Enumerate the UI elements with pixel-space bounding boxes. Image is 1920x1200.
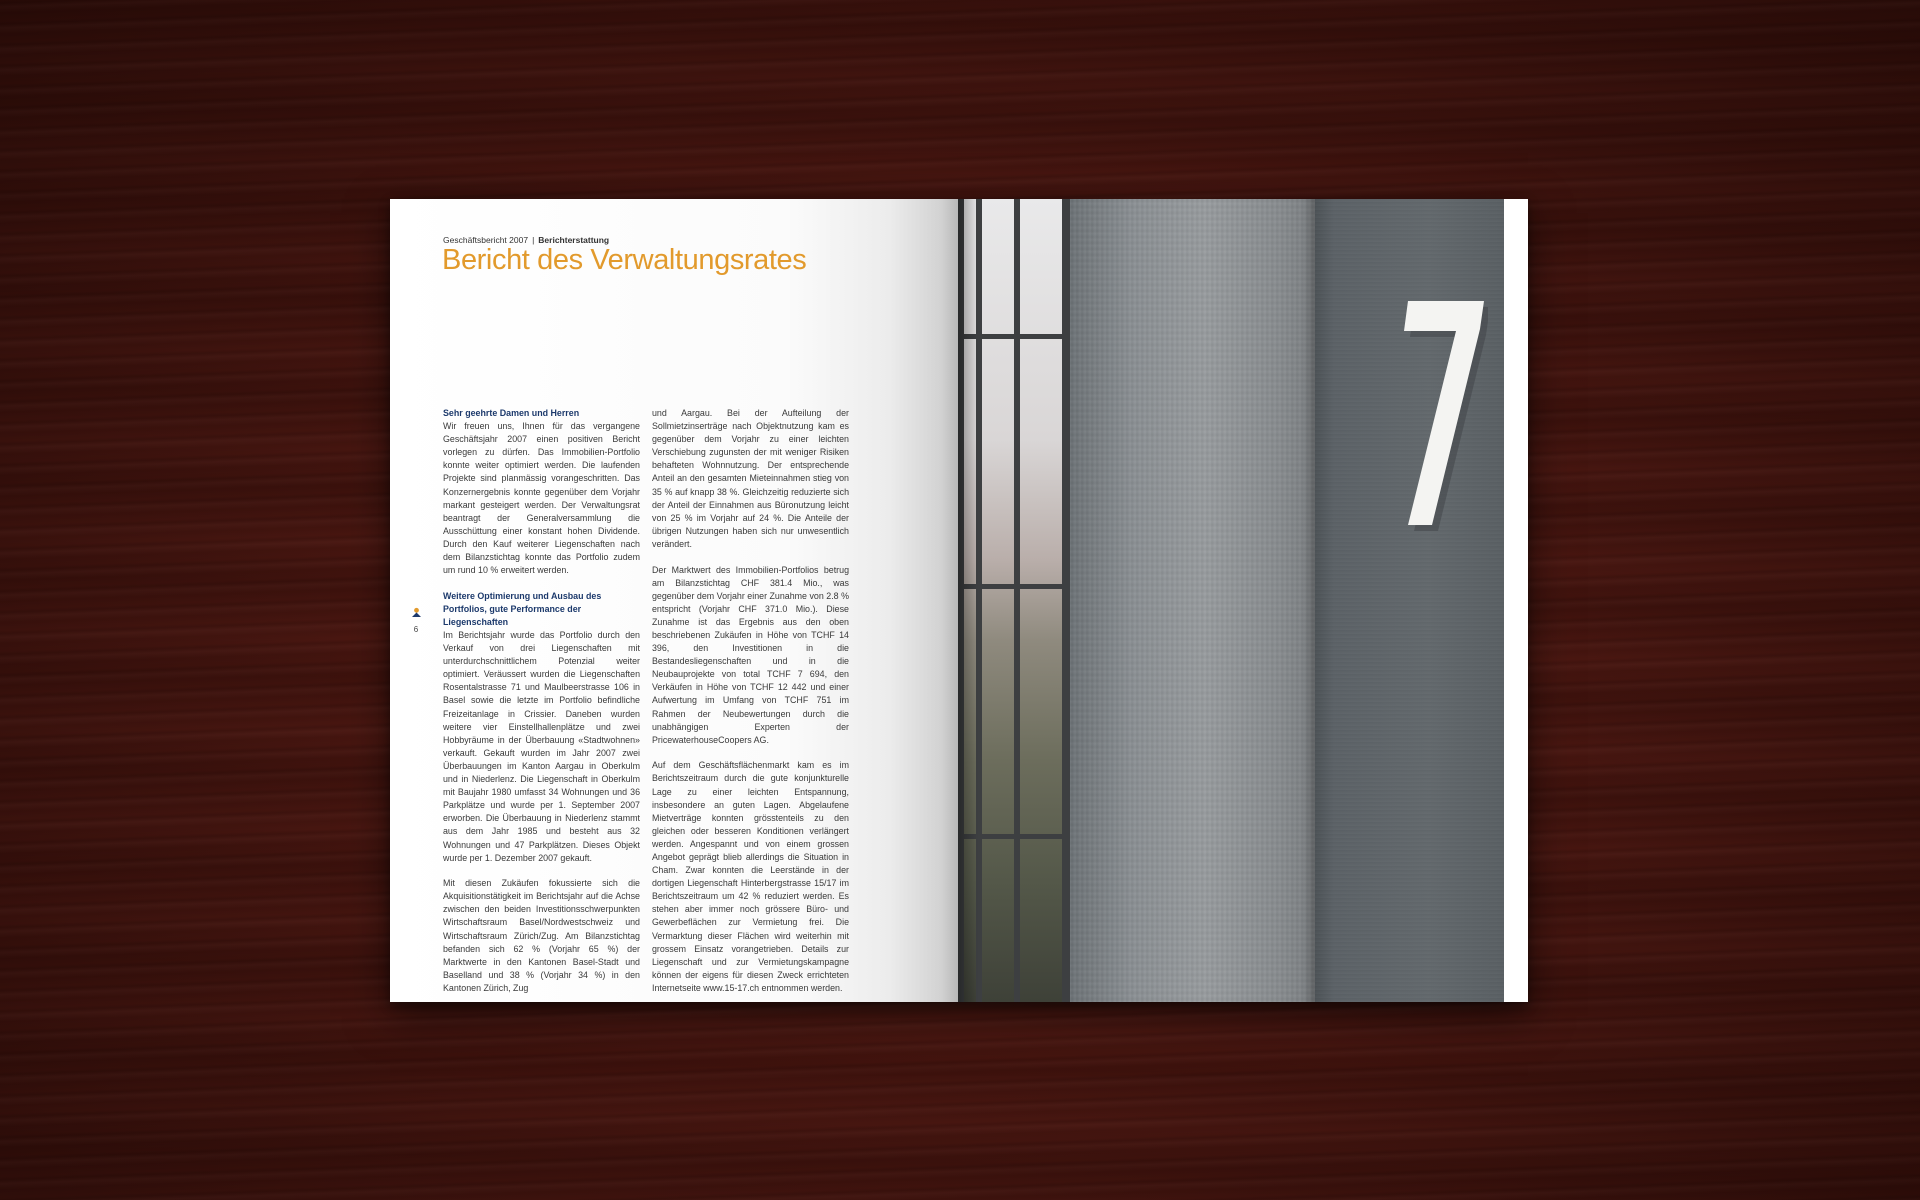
paragraph: und Aargau. Bei der Aufteilung der Sollmietzinserträge nach Objektnutzung kam es gegenüber dem Vorjahr zu einer leichten Verschiebung zugunsten der mit weniger Risiken behafteten Wohnnutzung. Der entsprechende Anteil an den gesamten Mieteinnahmen stieg von 35 % auf knapp 38 %. Gleichzeitig reduzierte sich der Anteil der Einnahmen aus Büronutzung leicht von 25 % im Vorjahr auf 24 %. Die Anteile der übrigen Nutzungen haben sich nur unwesentlich verändert. <box>652 408 849 549</box>
house-number-seven <box>1398 289 1488 534</box>
page-marker <box>409 605 423 634</box>
page-number: 6 <box>413 625 419 634</box>
text-column-2 <box>652 407 849 1002</box>
section-heading: Weitere Optimierung und Ausbau des Portfolios, gute Performance der Liegenschaften <box>443 590 602 627</box>
text-column-1 <box>443 407 640 1002</box>
concrete-column <box>1070 199 1315 1002</box>
salutation-heading: Sehr geehrte Damen und Herren <box>443 408 580 418</box>
paragraph: Der Marktwert des Immobilien-Portfolios betrug am Bilanzstichtag CHF 381.4 Mio., was gegenüber dem Vorjahr einer Zunahme von 2.8 % entspricht (Vorjahr CHF 371.0 Mio.). Diese Zunahme ist das Ergebnis aus den oben beschriebenen Zukäufen in Höhe von TCHF 14 396, den Investitionen in die Bestandesliegenschaften und in die Neubauprojekte von total TCHF 7 694, den Verkäufen in Höhe von TCHF 12 442 und einer Aufwertung im Umfang von TCHF 751 im Rahmen der Neubewertungen durch die unabhängigen Experten der PricewaterhouseCoopers AG. <box>652 564 849 745</box>
page-title: Bericht des Verwaltungsrates <box>442 244 807 276</box>
left-page <box>390 199 958 1002</box>
right-page <box>958 199 1528 1002</box>
paragraph: Mit diesen Zukäufen fokussierte sich die Akquisitionstätigkeit im Berichtsjahr auf die Achse zwischen den beiden Investitionsschwerpunkten Wirtschaftsraum Basel/Nordwestschweiz und Wirtschaftsraum Zürich/Zug. Am Bilanzstichtag befanden sich 62 % (Vorjahr 65 %) der Marktwerte in den Kantonen Basel-Stadt und Baselland und 38 % (Vorjahr 34 %) in den Kantonen Zürich, Zug <box>443 878 640 993</box>
building-photo <box>958 199 1504 1002</box>
window-facade <box>958 199 1070 1002</box>
report-name: Geschäftsbericht 2007 <box>443 235 529 245</box>
paragraph: Wir freuen uns, Ihnen für das vergangene Geschäftsjahr 2007 einen positiven Bericht vorlegen zu dürfen. Das Immobilien-Portfolio konnte weiter optimiert werden. Die laufenden Projekte sind planmässig vorangeschritten. Das Konzernergebnis konnte gegenüber dem Vorjahr markant gesteigert werden. Der Verwaltungsrat beantragt der Generalversammlung die Ausschüttung einer konstant hohen Dividende. Durch den Kauf weiterer Liegenschaften nach dem Bilanzstichtag konnte das Portfolio zudem um rund 10 % erweitert werden. <box>443 421 640 576</box>
header-separator: | <box>532 235 535 245</box>
paragraph: Im Berichtsjahr wurde das Portfolio durch den Verkauf von drei Liegenschaften mit unterdurchschnittlichem Potenzial weiter optimiert. Veräussert wurden die Liegenschaften Rosentalstrasse 71 und Maulbeerstrasse 106 in Basel sowie die letzte im Portfolio befindliche Freizeitanlage in Crissier. Daneben wurden weitere vier Einstellhallenplätze und zwei Hobbyräume in der Überbauung «Stadtwohnen» verkauft. Gekauft wurden im Jahr 2007 zwei Überbauungen im Kanton Aargau in Oberkulm und in Niederlenz. Die Liegenschaft in Oberkulm mit Baujahr 1980 umfasst 34 Wohnungen und 36 Parkplätze und wurde per 1. September 2007 erworben. Die Überbauung in Niederlenz stammt aus dem Jahr 1985 und besteht aus 32 Wohnungen und 47 Parkplätzen. Dieses Objekt wurde per 1. Dezember 2007 gekauft. <box>443 630 640 863</box>
logo-mark-icon <box>411 607 422 618</box>
section-name: Berichterstattung <box>538 235 610 245</box>
paragraph: Auf dem Geschäftsflächenmarkt kam es im Berichtszeitraum durch die gute konjunkturelle Lage zu einer leichten Entspannung, insbesondere an guten Lagen. Abgelaufene Mietverträge konnten grösstenteils zu den gleichen oder besseren Konditionen verlängert werden. Angespannt und von einem grossen Angebot geprägt blieb allerdings die Situation in Cham. Zwar konnten die Leerstände in der dortigen Liegenschaft Hinterbergstrasse 15/17 im Berichtszeitraum um 42 % reduziert werden. Es stehen aber immer noch grössere Büro- und Gewerbeflächen zur Vermietung frei. Die Vermarktung dieser Flächen wird weiterhin mit grossem Einsatz vorangetrieben. Details zur Liegenschaft und zur Vermietungskampagne können der eigens für diesen Zweck errichteten Internetseite www.15-17.ch entnommen werden. <box>652 760 849 993</box>
